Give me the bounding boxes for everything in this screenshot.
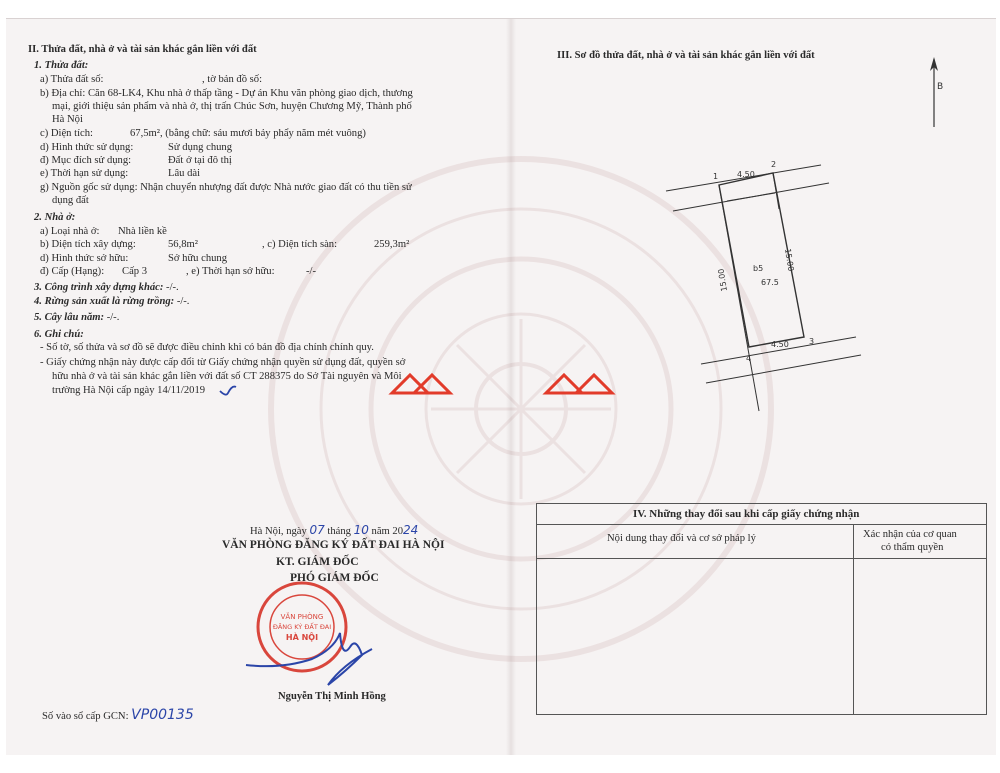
use-purpose-value: Đất ở tại đô thị: [168, 155, 232, 166]
area-value: 67,5m², (bằng chữ: sáu mươi bảy phẩy năm mét vuông): [130, 128, 366, 139]
address-line3: Hà Nội: [52, 114, 83, 125]
date-day: 07: [309, 523, 325, 537]
section-ii-title: II. Thửa đất, nhà ở và tài sản khác gắn liền với đất: [28, 44, 257, 55]
signature: [242, 619, 382, 699]
section-iii-title: III. Sơ đồ thửa đất, nhà ở và tài sản khác gắn liền với đất: [557, 50, 815, 61]
handwritten-tick: [218, 383, 238, 399]
ownership-value: Sở hữu chung: [168, 253, 228, 264]
note-1: - Số tờ, số thửa và sơ đồ sẽ được điều chỉnh khi có bản đồ địa chính chính quy.: [40, 342, 374, 353]
col-confirmation-2: có thẩm quyền: [881, 542, 944, 553]
house-type-value: Nhà liền kề: [118, 226, 167, 237]
use-form-value: Sử dụng chung: [168, 142, 233, 153]
gcn-number: Số vào sổ cấp GCN: VP00135: [42, 707, 194, 723]
svg-text:2: 2: [771, 160, 777, 169]
svg-text:B: B: [937, 82, 944, 92]
signer-name: Nguyễn Thị Minh Hồng: [278, 691, 386, 702]
svg-text:ĐĂNG KÝ ĐẤT ĐAI: ĐĂNG KÝ ĐẤT ĐAI: [272, 623, 332, 631]
office-name: VĂN PHÒNG ĐĂNG KÝ ĐẤT ĐAI HÀ NỘI: [222, 539, 445, 551]
area-label: c) Diện tích:: [40, 128, 93, 139]
issue-date: Hà Nội, ngày 07 tháng 10 năm 2024: [250, 523, 419, 537]
table-title: IV. Những thay đổi sau khi cấp giấy chứng nhận: [633, 508, 860, 520]
svg-text:15.00: 15.00: [783, 247, 796, 272]
map-sheet-label: , tờ bản đồ số:: [202, 74, 263, 85]
deputy-director: PHÓ GIÁM ĐỐC: [290, 572, 379, 584]
col-changes: Nội dung thay đổi và cơ sở pháp lý: [607, 533, 756, 544]
svg-text:15.00: 15.00: [716, 268, 729, 293]
house-type-label: a) Loại nhà ở:: [40, 226, 100, 237]
note-2-line3: trường Hà Nội cấp ngày 14/11/2019: [52, 385, 206, 396]
table-header-rule: [537, 524, 986, 525]
address-line2: mại, giới thiệu sản phẩm và nhà ở, thị trấn Chúc Sơn, huyện Chương Mỹ, Thành phố: [52, 101, 412, 112]
ownership-label: d) Hình thức sở hữu:: [40, 253, 129, 264]
use-purpose-label: đ) Mục đích sử dụng:: [40, 155, 132, 166]
perennial-trees: 5. Cây lâu năm: -/-.: [34, 312, 120, 323]
note-2-line1: - Giấy chứng nhận này được cấp đổi từ Giấy chứng nhận quyền sử dụng đất, quyền sở: [40, 357, 406, 368]
use-term-value: Lâu dài: [168, 168, 201, 179]
build-area-label: b) Diện tích xây dựng:: [40, 239, 136, 250]
date-year: 24: [403, 523, 419, 537]
build-area-value: 56,8m²: [168, 239, 198, 250]
svg-text:VĂN PHÒNG: VĂN PHÒNG: [280, 613, 324, 621]
floor-area-label: , c) Diện tích sàn:: [262, 239, 338, 250]
svg-text:4.50: 4.50: [771, 340, 789, 349]
parcel-diagram: [661, 149, 881, 419]
svg-text:1: 1: [713, 172, 719, 181]
use-form-label: d) Hình thức sử dụng:: [40, 142, 134, 153]
ownership-term-value: -/-: [306, 266, 316, 277]
other-works: 3. Công trình xây dựng khác: -/-.: [34, 282, 179, 293]
house-heading: 2. Nhà ở:: [34, 212, 76, 223]
floor-area-value: 259,3m²: [374, 239, 410, 250]
col-confirmation-1: Xác nhận của cơ quan: [863, 529, 957, 540]
land-heading: 1. Thửa đất:: [34, 60, 89, 71]
date-month: 10: [353, 523, 369, 537]
ownership-term-label: , e) Thời hạn sở hữu:: [186, 266, 275, 277]
planted-forest: 4. Rừng sản xuất là rừng trồng: -/-.: [34, 296, 190, 307]
svg-text:3: 3: [809, 337, 815, 346]
svg-text:b5: b5: [753, 264, 764, 273]
origin-line2: dụng đất: [52, 195, 89, 206]
land-number-label: a) Thửa đất số:: [40, 74, 104, 85]
north-arrow-icon: [923, 55, 945, 129]
kt-director: KT. GIÁM ĐỐC: [276, 556, 359, 568]
certificate-spread: [6, 18, 996, 755]
note-2-line2: hữu nhà ở và tài sản khác gắn liền với đất số CT 288375 do Sở Tài nguyên và Môi: [52, 371, 402, 382]
brand-logo-left: [388, 371, 458, 397]
table-column-rule: [853, 524, 854, 714]
svg-text:HÀ NỘI: HÀ NỘI: [285, 633, 319, 642]
address-line1: b) Địa chỉ: Căn 68-LK4, Khu nhà ở thấp tầng - Dự án Khu văn phòng giao dịch, thương: [40, 88, 413, 99]
gcn-value: VP00135: [131, 707, 194, 723]
use-term-label: e) Thời hạn sử dụng:: [40, 168, 129, 179]
grade-value: Cấp 3: [122, 266, 148, 277]
svg-text:4.50: 4.50: [737, 170, 755, 179]
svg-text:4: 4: [746, 354, 752, 363]
table-subheader-rule: [537, 558, 986, 559]
origin-line1: g) Nguồn gốc sử dụng: Nhận chuyển nhượng đất được Nhà nước giao đất có thu tiền sử: [40, 182, 412, 193]
notes-heading: 6. Ghi chú:: [34, 329, 84, 340]
changes-table: [536, 503, 987, 715]
brand-logo-right: [542, 371, 620, 397]
svg-text:67.5: 67.5: [761, 278, 779, 287]
grade-label: đ) Cấp (Hạng):: [40, 266, 105, 277]
